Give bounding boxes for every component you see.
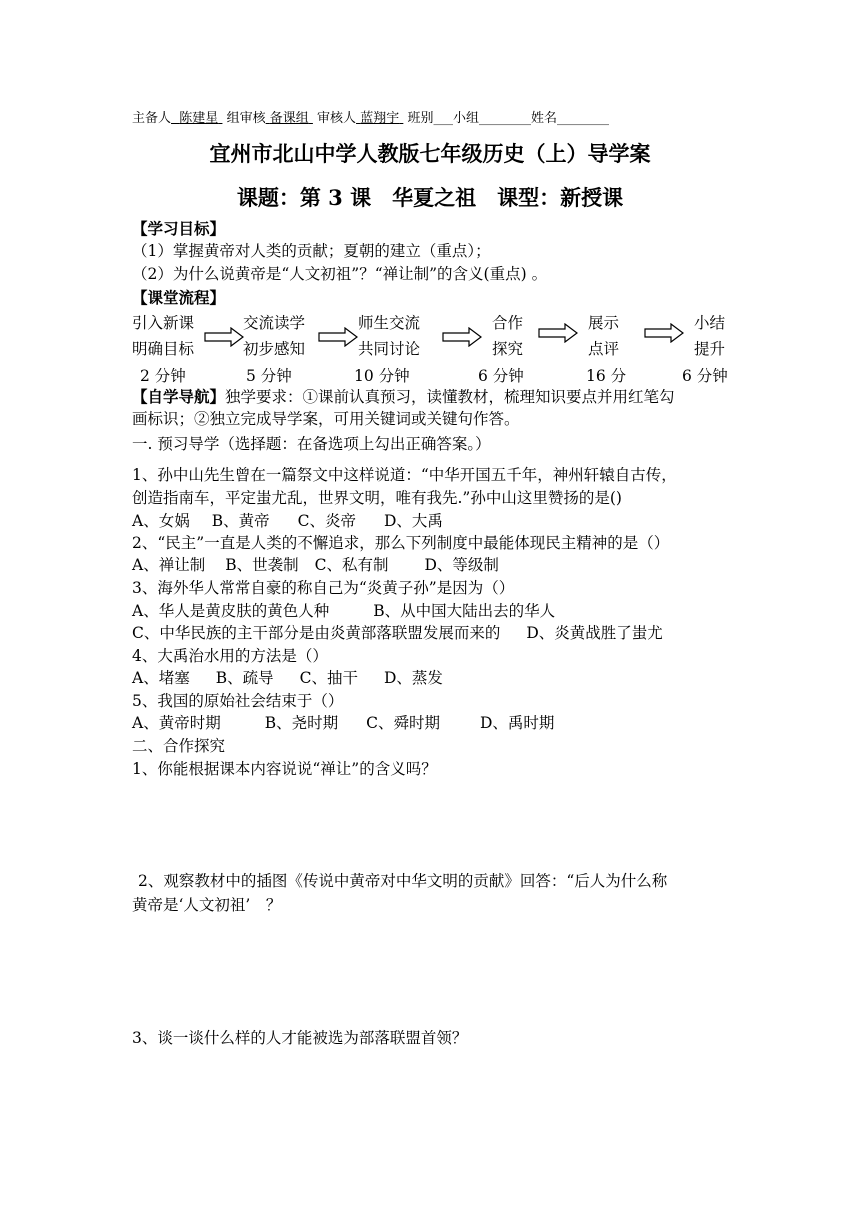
preparer-label: 主备人 <box>132 111 172 126</box>
question-1-line-2: 创造指南车，平定蚩尤乱，世界文明，唯有我先.”孙中山这里赞扬的是() <box>132 489 622 507</box>
group-blank: ________ <box>479 111 532 126</box>
question-3-options-row-2 <box>132 622 663 644</box>
name-label: 姓名 <box>531 111 558 126</box>
question-1-options <box>132 510 443 532</box>
objective-item-2: （2）为什么说黄帝是“人文初祖”？“禅让制”的含义(重点) 。 <box>132 265 548 283</box>
question-5-options <box>132 712 554 734</box>
self-study-text-1: 独学要求：①课前认真预习，读懂教材，梳理知识要点并用红笔勾 <box>225 388 675 406</box>
name-blank: ________ <box>557 111 610 126</box>
lesson-subtitle: 课题：第 3 课 华夏之祖 课型：新授课 <box>236 185 624 210</box>
option[interactable]: A、女娲 <box>132 512 190 530</box>
option[interactable]: A、黄帝时期 <box>132 714 221 732</box>
question-4-options <box>132 667 443 689</box>
option[interactable]: D、炎黄战胜了蚩尤 <box>526 624 663 642</box>
flow-time-4: 6 分钟 <box>478 367 524 385</box>
inquiry-question-1: 1、你能根据课本内容说说“禅让”的含义吗？ <box>132 760 437 778</box>
option[interactable]: B、世袭制 <box>225 556 299 574</box>
option[interactable]: D、禹时期 <box>479 714 555 732</box>
option[interactable]: C、中华民族的主干部分是由炎黄部落联盟发展而来的 <box>132 624 501 642</box>
question-3: 3、海外华人常常自豪的称自己为“炎黄子孙”是因为（） <box>132 579 515 597</box>
option[interactable]: A、禅让制 <box>132 556 206 574</box>
option[interactable]: A、华人是黄皮肤的黄色人种 <box>132 602 330 620</box>
document-title: 宜州市北山中学人教版七年级历史（上）导学案 <box>209 141 651 166</box>
option[interactable]: D、等级制 <box>424 556 499 574</box>
option[interactable]: B、从中国大陆出去的华人 <box>373 602 556 620</box>
flow-step-4: 合作 探究 <box>492 314 524 358</box>
reviewer-label: 审核人 <box>317 111 357 126</box>
flow-arrow-icon <box>538 323 578 343</box>
question-2-options <box>132 554 499 576</box>
flow-arrow-icon <box>318 327 358 347</box>
inquiry-question-2-line-1: 2、观察教材中的插图《传说中黄帝对中华文明的贡献》回答：“后人为什么称 <box>138 872 668 890</box>
class-blank: ___ <box>433 111 453 126</box>
objective-item-1: （1）掌握黄帝对人类的贡献；夏朝的建立（重点）； <box>132 242 491 260</box>
self-study-line-1 <box>132 386 675 408</box>
option[interactable]: C、私有制 <box>314 556 389 574</box>
option[interactable]: C、抽干 <box>299 669 358 687</box>
group-label: 小组 <box>453 111 480 126</box>
flow-step-3: 师生交流 共同讨论 <box>358 314 421 358</box>
preparer-value: 陈建星 <box>179 111 219 126</box>
question-3-options-row-1 <box>132 600 555 622</box>
section2-title: 二、合作探究 <box>132 737 226 755</box>
flow-arrow-icon <box>442 327 482 347</box>
answer-area-1[interactable] <box>132 784 732 864</box>
reviewer-value: 蓝翔宇 <box>360 111 400 126</box>
self-study-heading: 【自学导航】 <box>132 387 226 406</box>
answer-area-3[interactable] <box>132 1055 732 1175</box>
inquiry-question-3: 3、谈一谈什么样的人才能被选为部落联盟首领？ <box>132 1029 468 1047</box>
option[interactable]: A、堵塞 <box>132 669 190 687</box>
flow-time-6: 6 分钟 <box>682 367 728 385</box>
flow-step-6: 小结 提升 <box>694 314 726 358</box>
flow-time-3: 10 分钟 <box>354 367 410 385</box>
self-study-line-2: 画标识；②独立完成导学案，可用关键词或关键句作答。 <box>132 410 520 428</box>
objectives-heading: 【学习目标】 <box>132 219 226 238</box>
section1-title: 一. 预习导学（选择题：在备选项上勾出正确答案。） <box>132 435 491 453</box>
question-4: 4、大禹治水用的方法是（） <box>132 647 328 665</box>
option[interactable]: B、尧时期 <box>264 714 339 732</box>
option[interactable]: D、蒸发 <box>383 669 443 687</box>
inquiry-question-2-line-2: 黄帝是‘人文初祖’ ？ <box>132 896 282 914</box>
question-5: 5、我国的原始社会结束于（） <box>132 692 344 710</box>
flow-step-5: 展示 点评 <box>588 314 620 358</box>
question-1-line-1: 1、孙中山先生曾在一篇祭文中这样说道：“中华开国五千年，神州轩辕自古传， <box>132 466 677 484</box>
flow-arrow-icon <box>644 323 684 343</box>
class-label: 班别 <box>407 111 434 126</box>
flow-step-2: 交流读学 初步感知 <box>243 314 306 358</box>
flow-step-1: 引入新课 明确目标 <box>132 314 195 358</box>
option[interactable]: C、炎帝 <box>297 512 356 530</box>
flow-time-1: 2 分钟 <box>140 367 186 385</box>
group-review-value: 备课组 <box>269 111 309 126</box>
option[interactable]: B、黄帝 <box>211 512 270 530</box>
flow-time-5: 16 分 <box>586 367 627 385</box>
answer-area-2[interactable] <box>132 920 732 1020</box>
option[interactable]: C、舜时期 <box>366 714 440 732</box>
flow-time-2: 5 分钟 <box>246 367 292 385</box>
flow-heading: 【课堂流程】 <box>132 288 226 307</box>
question-2: 2、“民主”一直是人类的不懈追求，那么下列制度中最能体现民主精神的是（） <box>132 534 670 552</box>
header-info-line <box>132 107 609 126</box>
flow-arrow-icon <box>204 327 244 347</box>
option[interactable]: D、大禹 <box>383 512 443 530</box>
option[interactable]: B、疏导 <box>215 669 274 687</box>
group-review-label: 组审核 <box>226 111 266 126</box>
